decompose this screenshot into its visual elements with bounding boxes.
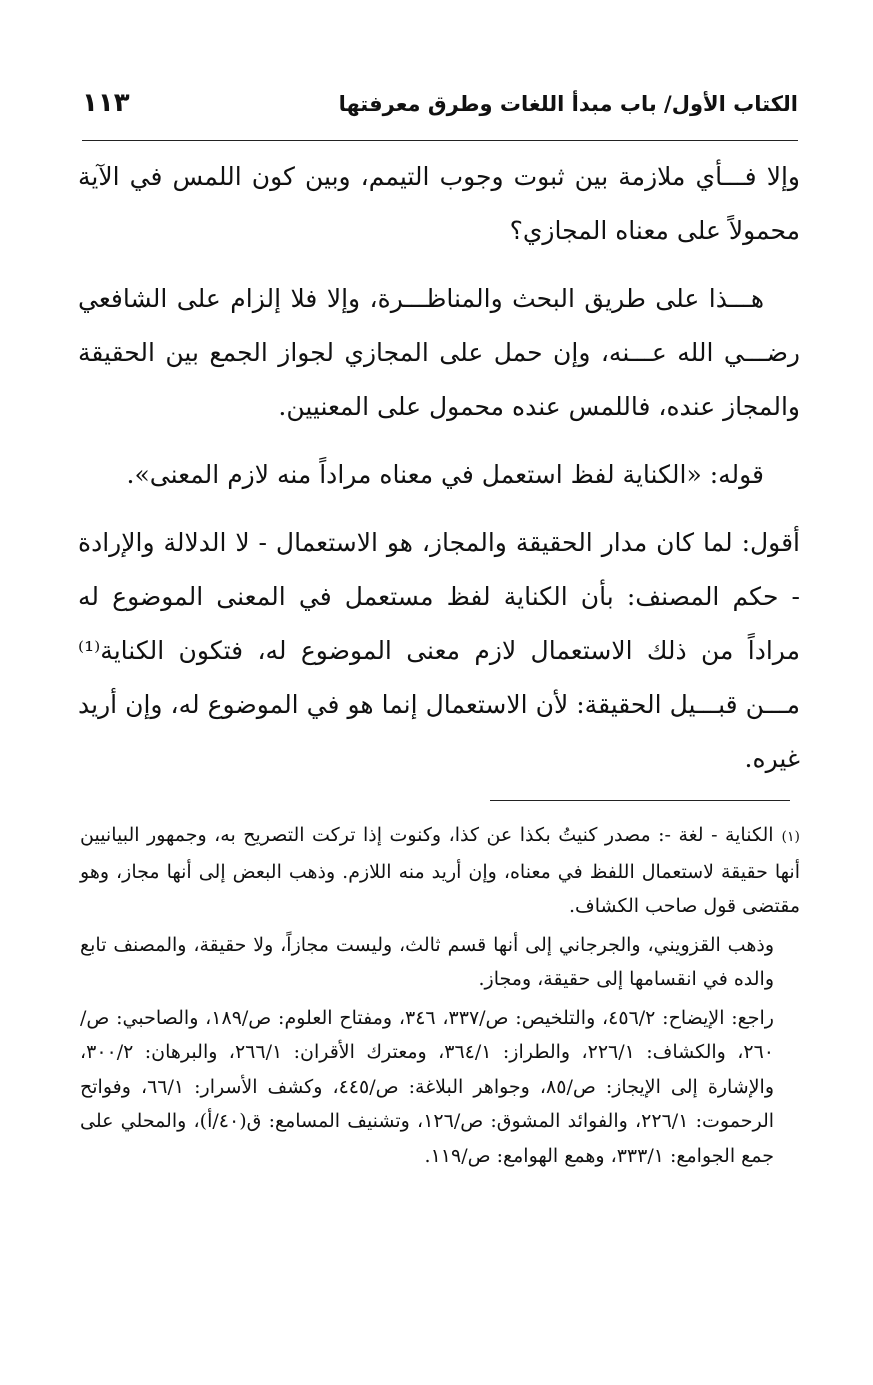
footnote-line-2: وذهب القزويني، والجرجاني إلى أنها قسم ثالث، وليست مجازاً، ولا حقيقة، والمصنف تابع والده في انقسامها إلى حقيقة، ومجاز. — [80, 933, 774, 990]
footnote-divider — [490, 800, 790, 801]
main-text — [78, 150, 800, 800]
footnote-line-1: الكناية - لغة -: مصدر كنيتُ بكذا عن كذا، وكنوت إذا تركت التصريح به، وجمهور البيانيين أنها حقيقة لاستعمال اللفظ في معناه، وإن أريد منه اللازم. وذهب البعض إلى أنها مجاز، وهو مقتضى قول صاحب الكشاف. — [80, 824, 800, 917]
footnote-line-3: راجع: الإيضاح: ٤٥٦/٢، والتلخيص: ص/٣٣٧، ٣٤٦، ومفتاح العلوم: ص/١٨٩، والصاحبي: ص/٢٦٠، والكشاف: ٢٢٦/١، والطراز: ٣٦٤/١، ومعترك الأقران: ٢٦٦/١، والبرهان: ٣٠٠/٢، والإشارة إلى الإيجاز: ص/٨٥، وجواهر البلاغة: ص/٤٤٥، وكشف الأسرار: ٦٦/١، وفواتح الرحموت: ٢٢٦/١، والفوائد المشوق: ص/١٢٦، وتشنيف المسامع: ق(٤٠/أ)، والمحلي على جمع الجوامع: ٣٣٣/١، وهمع الهوامع: ص/١١٩. — [80, 1006, 775, 1167]
running-title: الكتاب الأول/ باب مبدأ اللغات وطرق معرفتها — [338, 92, 798, 116]
header-divider — [82, 140, 798, 141]
paragraph-3-quote: قوله: «الكناية لفظ استعمل في معناه مراداً منه لازم المعنى». — [126, 460, 764, 489]
paragraph-1: وإلا فـــأي ملازمة بين ثبوت وجوب التيمم، وبين كون اللمس في الآية محمولاً على معناه المجازي؟ — [78, 162, 800, 245]
page-number: ١١٣ — [82, 88, 130, 118]
footnote-1 — [80, 818, 800, 924]
footnote-marker: (١) — [781, 829, 800, 845]
footnotes — [80, 818, 800, 1177]
page-header — [82, 88, 798, 138]
paragraph-4: أقول: لما كان مدار الحقيقة والمجاز، هو الاستعمال - لا الدلالة والإرادة - حكم المصنف: بأن الكناية لفظ مستعمل في المعنى الموضوع له مراداً من ذلك الاستعمال لازم معنى الموضوع له، فتكون الكناية⁽¹⁾ مـــن قبـــيل الحقيقة: لأن الاستعمال إنما هو في الموضوع له، وإن أريد غيره. — [78, 528, 800, 773]
paragraph-2: هـــذا على طريق البحث والمناظـــرة، وإلا فلا إلزام على الشافعي رضـــي الله عـــنه، وإن حمل على المجازي لجواز الجمع بين الحقيقة والمجاز عنده، فاللمس عنده محمول على المعنيين. — [78, 284, 800, 421]
